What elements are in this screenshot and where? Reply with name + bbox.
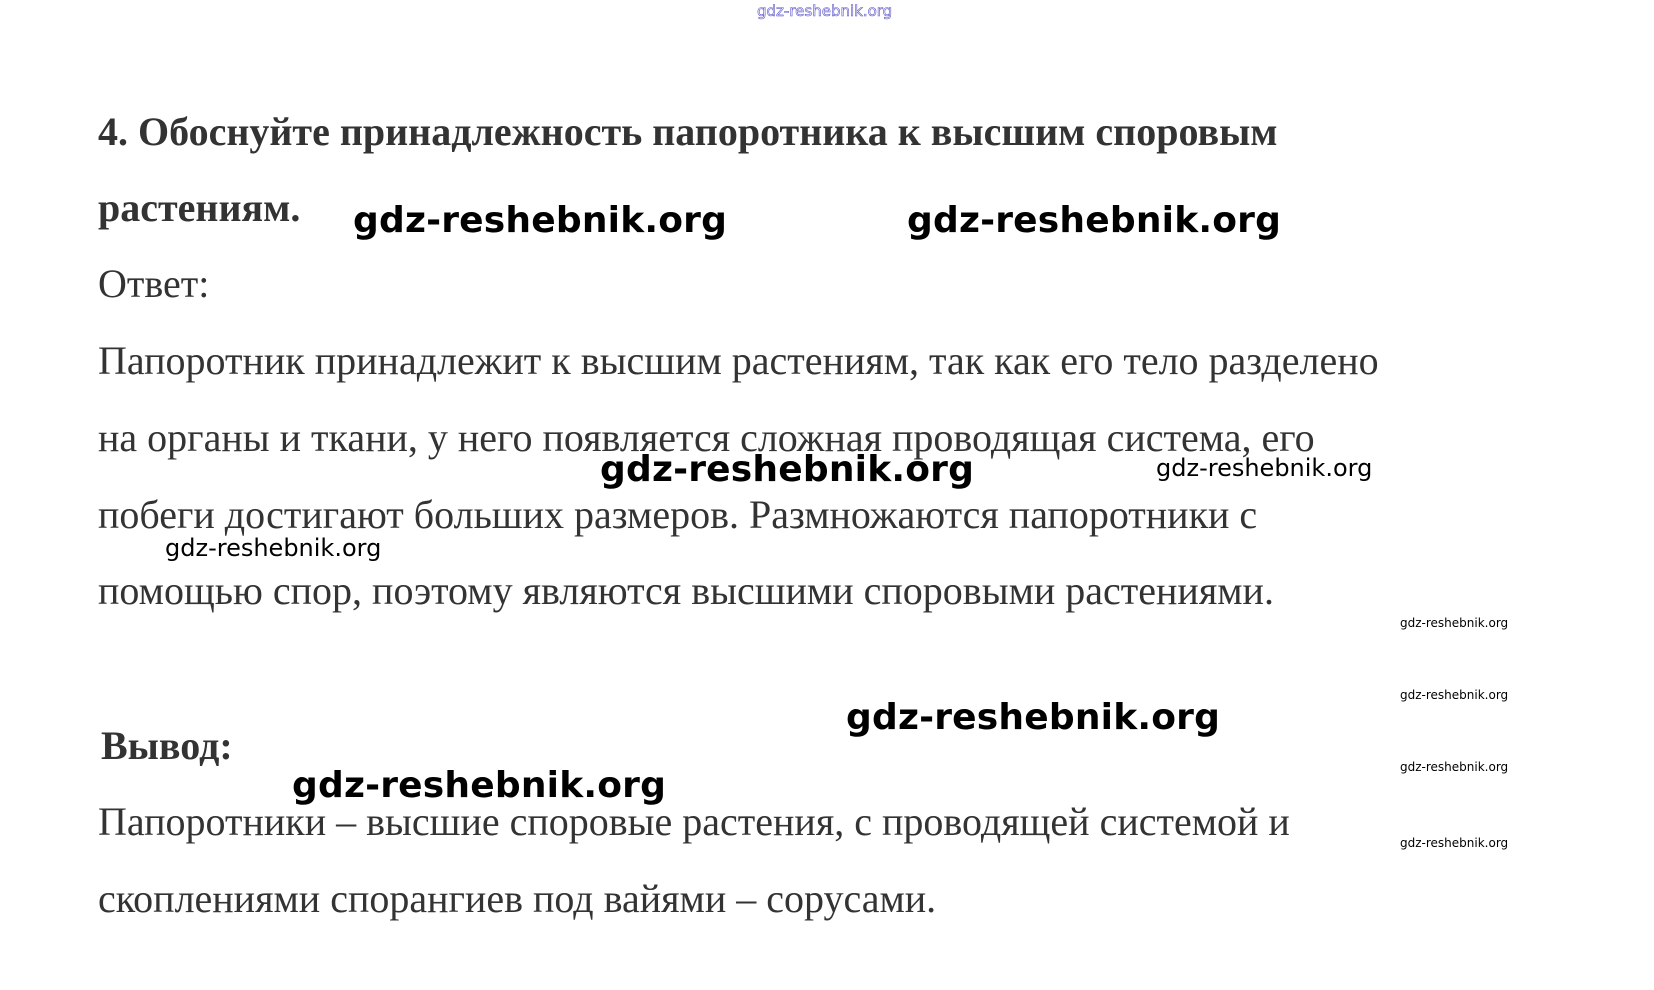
answer-line-4: помощью спор, поэтому являются высшими споровыми растениями. [98,568,1274,613]
watermark: gdz-reshebnik.org [600,449,975,490]
watermark: gdz-reshebnik.org [907,200,1282,241]
answer-line-1: Папоротник принадлежит к высшим растениям, так как его тело разделено [98,338,1379,383]
watermark: gdz-reshebnik.org [846,697,1221,738]
answer-line-3: побеги достигают больших размеров. Размножаются папоротники с [98,492,1258,537]
question-line-1: 4. Обоснуйте принадлежность папоротника к высшим споровым [98,109,1278,154]
conclusion-line-2: скоплениями спорангиев под вайями – сорусами. [98,876,937,921]
watermark: gdz-reshebnik.org [1400,688,1509,702]
watermark: gdz-reshebnik.org [292,765,667,806]
question-line-2: растениям. [98,185,301,230]
conclusion-line-1: Папоротники – высшие споровые растения, с проводящей системой и [98,799,1290,844]
watermark: gdz-reshebnik.org [1400,616,1509,630]
watermark: gdz-reshebnik.org [353,200,728,241]
answer-label: Ответ: [98,261,210,306]
watermark: gdz-reshebnik.org [165,534,382,562]
answer-line-2: на органы и ткани, у него появляется сложная проводящая система, его [98,415,1315,460]
conclusion-label: Вывод: [101,723,233,768]
header-watermark: gdz-reshebnik.org [757,2,893,20]
watermark: gdz-reshebnik.org [1400,836,1509,850]
watermark: gdz-reshebnik.org [1400,760,1509,774]
watermark: gdz-reshebnik.org [1156,454,1373,482]
